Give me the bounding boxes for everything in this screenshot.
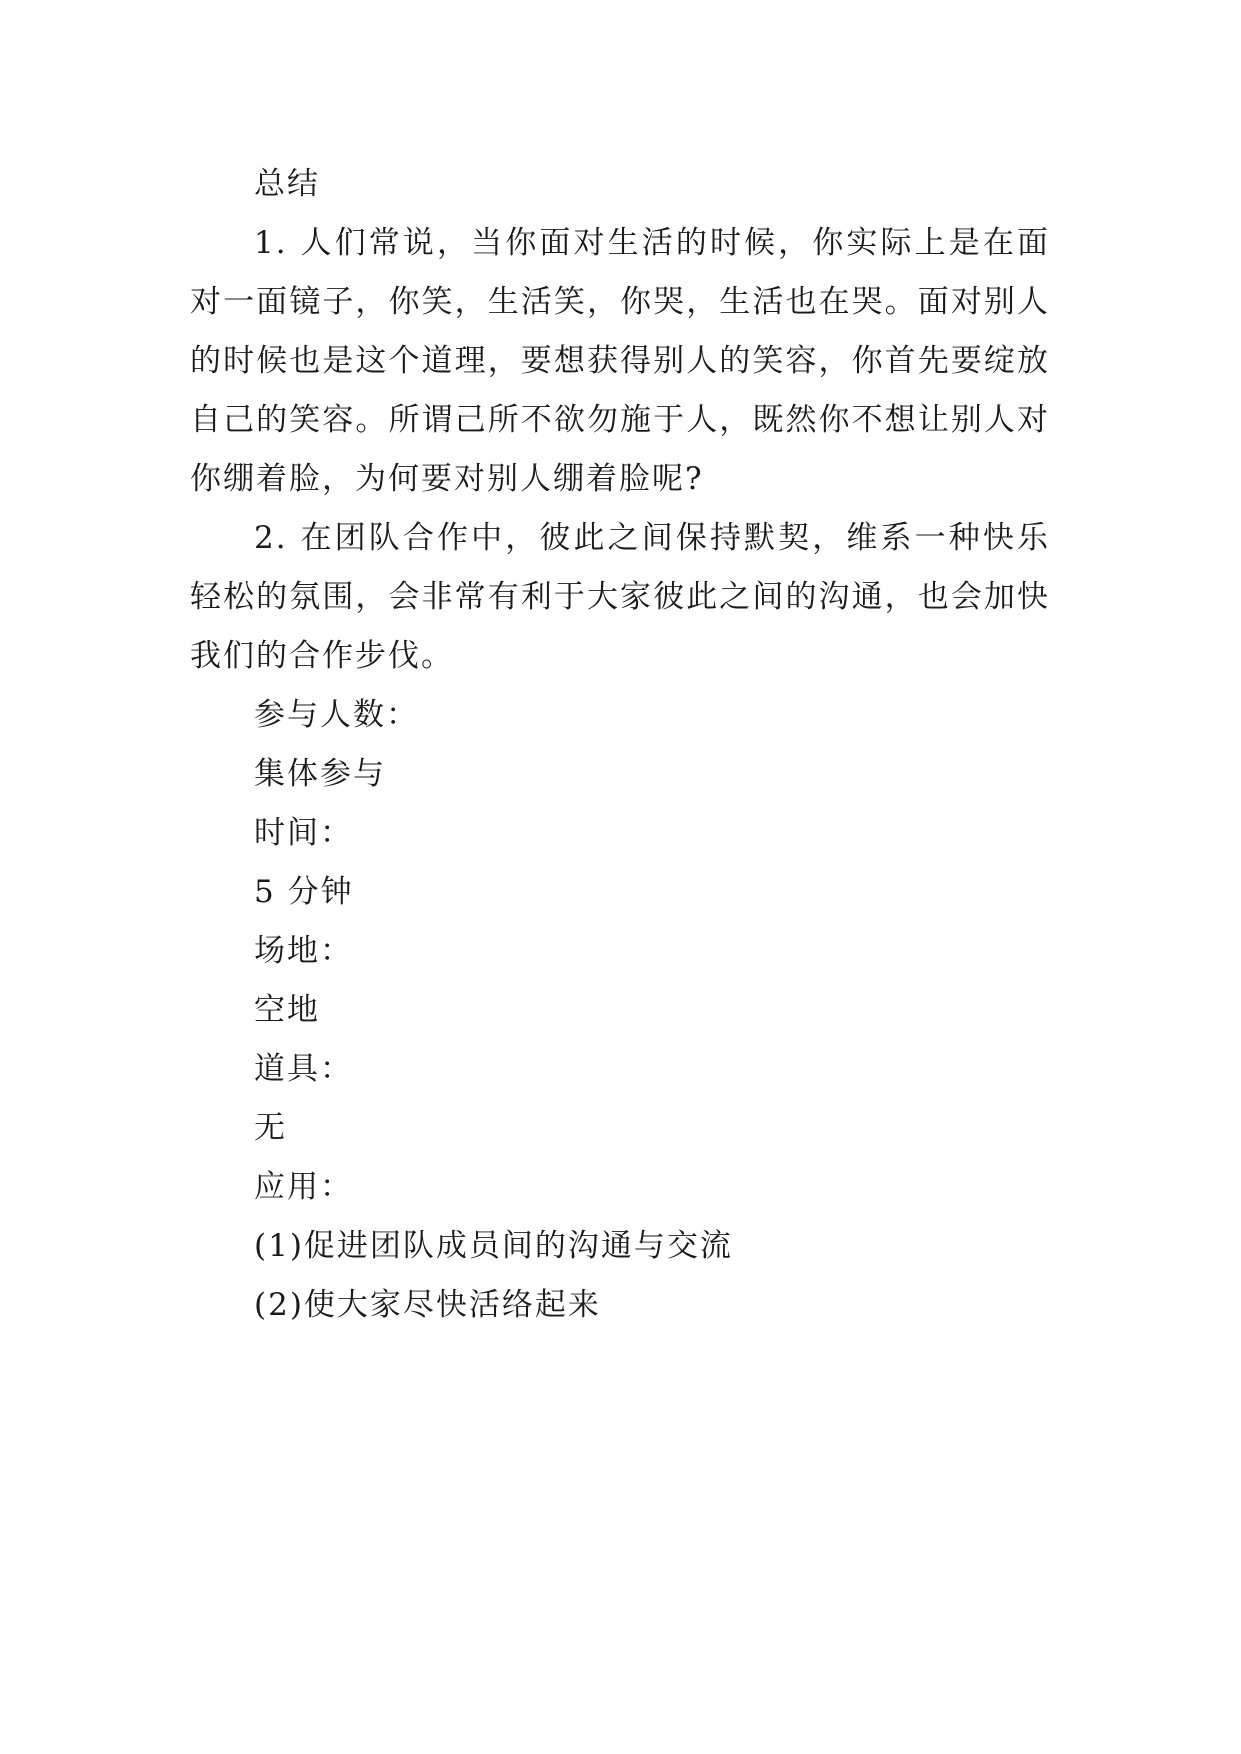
application-label: 应用： [254, 1169, 353, 1205]
application-item-1: (1)促进团队成员间的沟通与交流 [254, 1228, 733, 1264]
summary-paragraph-1: 1. 人们常说，当你面对生活的时候，你实际上是在面对一面镜子，你笑，生活笑，你哭，生活也在哭。面对别人的时候也是这个道理，要想获得别人的笑容，你首先要绽放自己的笑容。所谓己所不欲勿施于人，既然你不想让别人对你绷着脸，为何要对别人绷着脸呢? [190, 225, 1050, 497]
document-body [190, 155, 1050, 1335]
venue-label: 场地： [254, 933, 353, 969]
summary-paragraph-2: 2. 在团队合作中，彼此之间保持默契，维系一种快乐轻松的氛围，会非常有利于大家彼此之间的沟通，也会加快我们的合作步伐。 [190, 520, 1050, 674]
participants-label: 参与人数： [254, 697, 419, 733]
time-label: 时间： [254, 815, 353, 851]
participants-value: 集体参与 [254, 756, 386, 792]
time-value: 5 分钟 [254, 874, 354, 910]
venue-value: 空地 [254, 992, 320, 1028]
props-label: 道具： [254, 1051, 353, 1087]
section-heading: 总结 [254, 166, 320, 202]
props-value: 无 [254, 1110, 287, 1146]
application-item-2: (2)使大家尽快活络起来 [254, 1287, 601, 1323]
